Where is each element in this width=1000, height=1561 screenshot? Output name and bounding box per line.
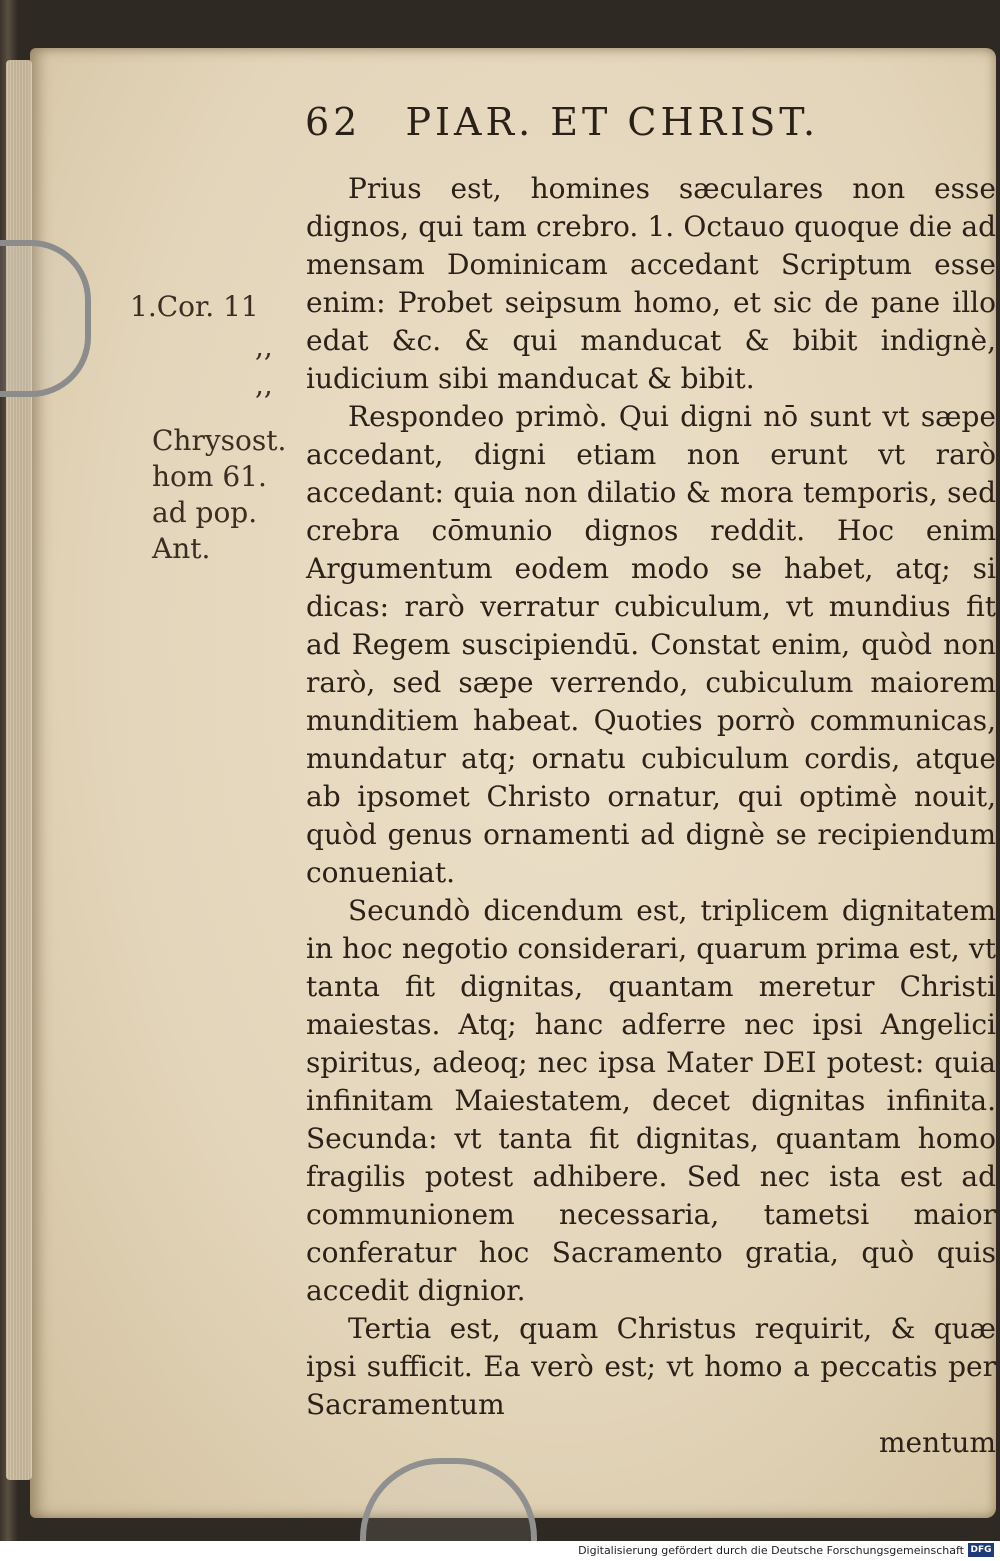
catchword: mentum xyxy=(879,1426,996,1459)
paragraph: Tertia est, quam Christus requirit, & quæ ipsi sufficit. Ea verò est; vt homo a peccatis per Sacramentum xyxy=(306,1312,996,1421)
margin-reference-corinthians: 1.Cor. 11 xyxy=(130,290,259,323)
margin-reference-chrysostom: Chrysost. xyxy=(152,424,287,457)
running-head xyxy=(305,100,925,160)
paragraph: Secundò dicendum est, triplicem dignitatem in hoc negotio considerari, quarum prima est, vt tanta fit dignitas, quantam meretur Christi maiestas. Atq; hanc adferre nec ipsi Angelici spiritus, adeoq; nec ipsa Mater DEI potest: quia infinitam Maiestatem, decet dignitas infinita. Secunda: vt tanta fit dignitas, quantam homo fragilis potest adhibere. Sed nec ista est ad communionem necessaria, tametsi maior conferatur hoc Sacramento gratia, quò quis accedit dignior. xyxy=(306,894,996,1307)
margin-reference-chrysostom: Ant. xyxy=(152,532,211,565)
main-text xyxy=(306,170,996,1462)
dfg-logo: DFG xyxy=(968,1543,994,1557)
margin-reference-chrysostom: hom 61. xyxy=(152,460,267,493)
paragraph: Respondeo primò. Qui digni nō sunt vt sæpe accedant, digni etiam non erunt vt rarò accedant: quia non dilatio & mora temporis, sed crebra cōmunio dignos reddit. Hoc enim Argumentum eodem modo se habet, atq; si dicas: rarò verratur cubiculum, vt mundius fit ad Regem suscipiendū. Constat enim, quòd non rarò, sed sæpe verrendo, cubiculum maiorem munditiem habeat. Quoties porrò communicas, mundatur atq; ornatu cubiculum cordis, atque ab ipsomet Christo ornatur, qui optimè nouit, quòd genus ornamenti ad dignè se recipiendum conueniat. xyxy=(306,400,996,889)
margin-reference-chrysostom: ad pop. xyxy=(152,496,258,529)
footer-credit: Digitalisierung gefördert durch die Deutsche Forschungsgemeinschaft xyxy=(578,1544,964,1557)
running-title: PIAR. ET CHRIST. xyxy=(405,100,820,144)
margin-quote-mark: ,, xyxy=(255,330,273,363)
page-number: 62 xyxy=(305,100,362,144)
paragraph: Prius est, homines sæculares non esse dignos, qui tam crebro. 1. Octauo quoque die ad mensam Dominicam accedant Scriptum esse enim: Probet seipsum homo, et sic de pane illo edat &c. & qui manducat & bibit indignè, iudicium sibi manducat & bibit. xyxy=(306,172,996,395)
margin-quote-mark: ,, xyxy=(255,368,273,401)
metal-clasp-left xyxy=(0,240,91,397)
